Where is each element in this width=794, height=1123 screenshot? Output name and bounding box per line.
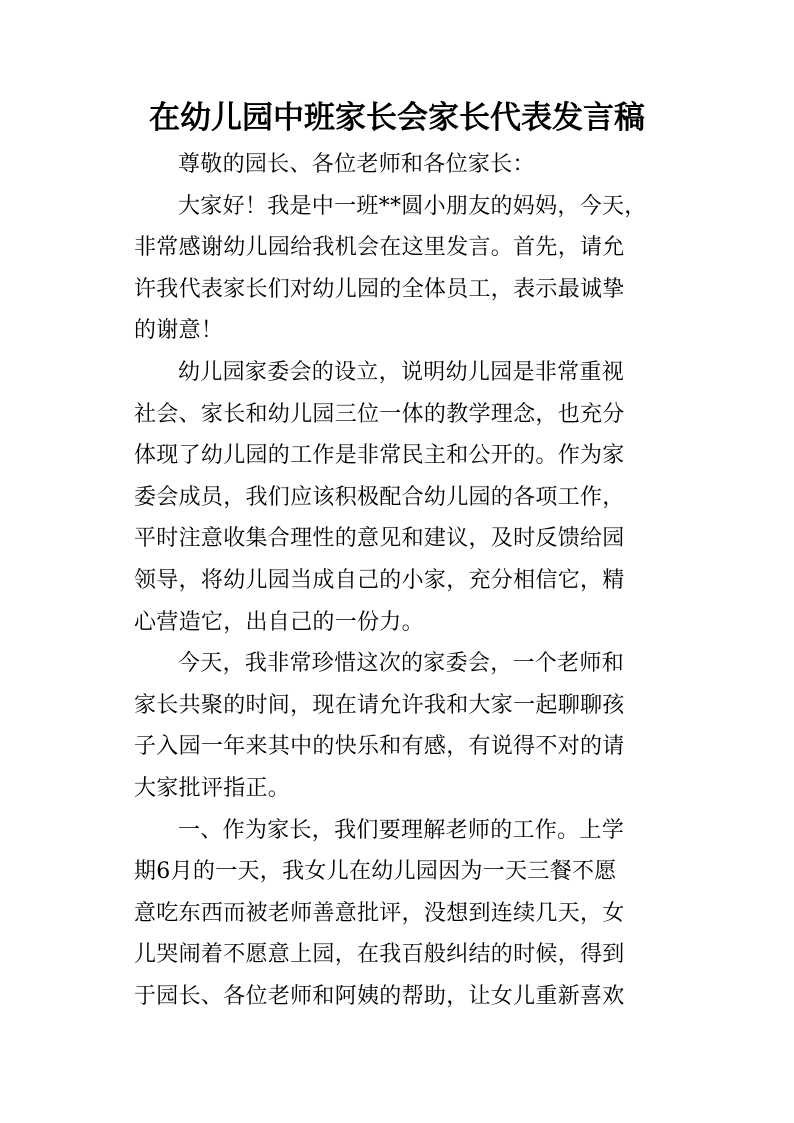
paragraph-section-one — [134, 810, 666, 1018]
paragraph-line: 期6月的一天，我女儿在幼儿园因为一天三餐不愿 — [134, 859, 617, 885]
document-body — [134, 144, 666, 1017]
paragraph-line: 家长共聚的时间，现在请允许我和大家一起聊聊孩 — [134, 692, 625, 718]
paragraph-line: 子入园一年来其中的快乐和有感，有说得不对的请 — [134, 734, 625, 760]
paragraph-line: 领导，将幼儿园当成自己的小家，充分相信它，精 — [134, 567, 625, 593]
paragraph-line: 今天，我非常珍惜这次的家委会，一个老师和 — [178, 651, 625, 677]
paragraph-line: 体现了幼儿园的工作是非常民主和公开的。作为家 — [134, 443, 625, 469]
document-title: 在幼儿园中班家长会家长代表发言稿 — [149, 100, 645, 136]
paragraph-committee — [134, 352, 666, 643]
paragraph-line: 于园长、各位老师和阿姨的帮助，让女儿重新喜欢 — [134, 983, 625, 1009]
paragraph-line: 心营造它，出自己的一份力。 — [134, 609, 424, 635]
paragraph-line: 尊敬的园长、各位老师和各位家长： — [178, 152, 535, 177]
paragraph-greeting — [134, 144, 666, 186]
paragraph-line: 的谢意！ — [134, 318, 224, 344]
paragraph-line: 意吃东西而被老师善意批评，没想到连续几天，女 — [134, 900, 625, 926]
paragraph-line: 大家好！我是中一班**圆小朋友的妈妈，今天， — [178, 193, 647, 219]
paragraph-introduction — [134, 186, 666, 352]
paragraph-line: 委会成员，我们应该积极配合幼儿园的各项工作， — [134, 484, 625, 510]
paragraph-line: 社会、家长和幼儿园三位一体的教学理念，也充分 — [134, 401, 625, 427]
paragraph-line: 非常感谢幼儿园给我机会在这里发言。首先，请允 — [134, 235, 625, 261]
paragraph-today — [134, 643, 666, 809]
paragraph-line: 许我代表家长们对幼儿园的全体员工，表示最诚挚 — [134, 276, 625, 302]
paragraph-line: 大家批评指正。 — [134, 775, 291, 801]
paragraph-line: 平时注意收集合理性的意见和建议，及时反馈给园 — [134, 526, 625, 552]
paragraph-line: 一、作为家长，我们要理解老师的工作。上学 — [178, 817, 625, 843]
paragraph-line: 儿哭闹着不愿意上园，在我百般纠结的时候，得到 — [134, 942, 625, 968]
paragraph-line: 幼儿园家委会的设立，说明幼儿园是非常重视 — [178, 359, 625, 385]
